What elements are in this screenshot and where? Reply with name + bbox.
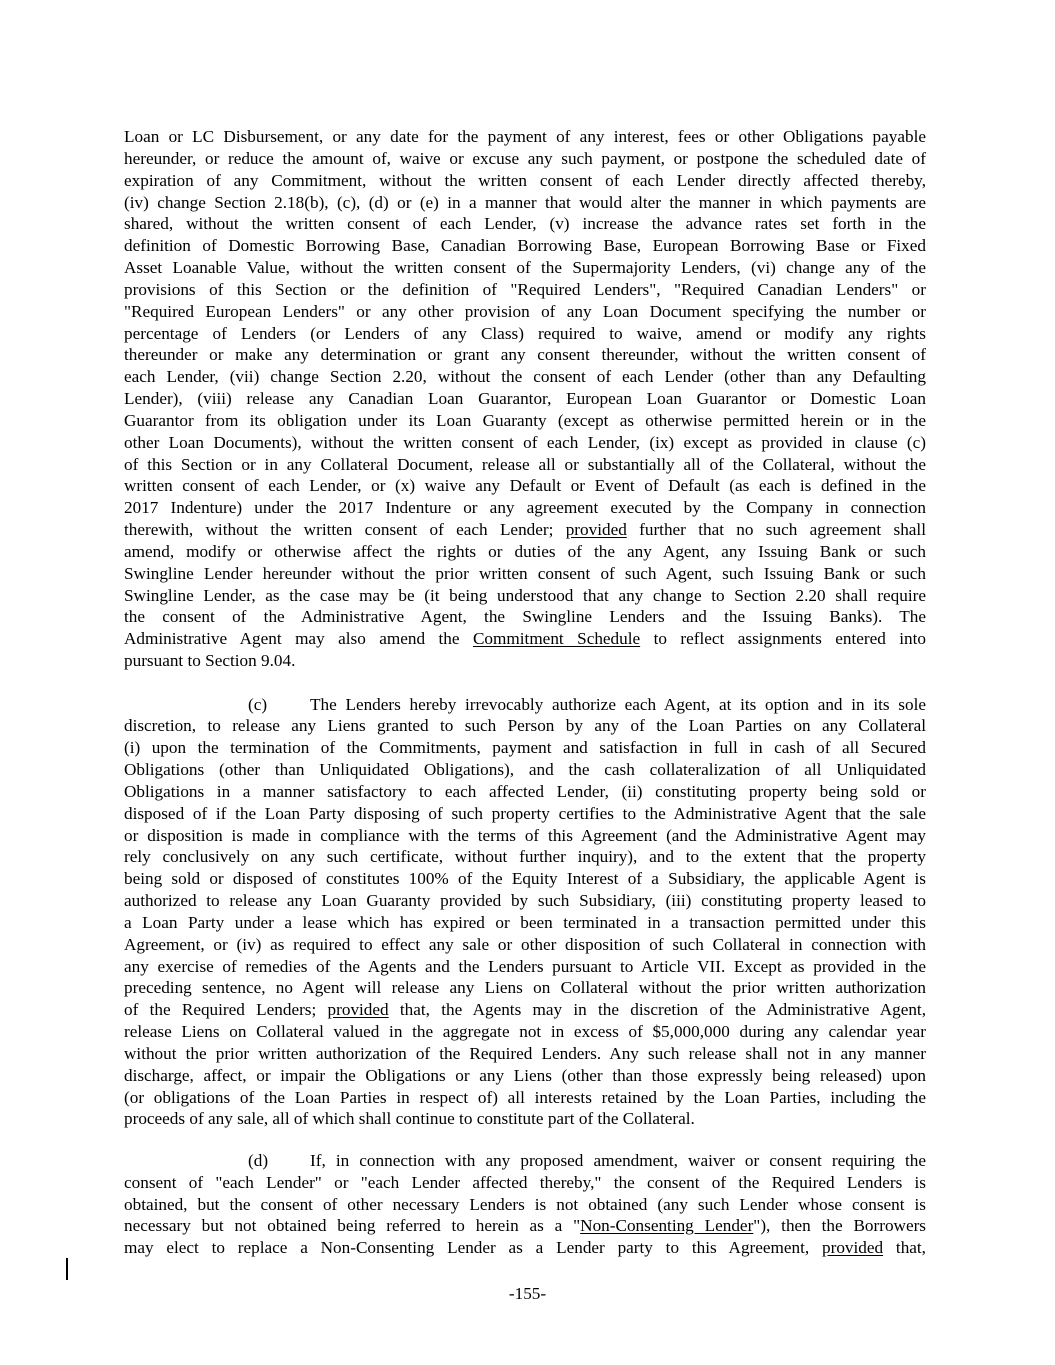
text-line: each Lender, (vii) change Section 2.20, without the consent of each Lender (other than any Defaulting — [124, 367, 926, 386]
text-run: of the Required Lenders; — [124, 1000, 328, 1019]
text-line: rely conclusively on any such certificate, without further inquiry), and to the extent that the property — [124, 847, 926, 866]
text-line: expiration of any Commitment, without the written consent of each Lender directly affected thereby, — [124, 171, 926, 190]
text-line: Swingline Lender, as the case may be (it being understood that any change to Section 2.20 shall require — [124, 586, 926, 605]
text-line: Lender), (viii) release any Canadian Loan Guarantor, European Loan Guarantor or Domestic Loan — [124, 389, 926, 408]
text-line — [124, 628, 926, 650]
underlined-term: Non-Consenting Lender — [580, 1216, 754, 1235]
text-line: being sold or disposed of constitutes 100% of the Equity Interest of a Subsidiary, the applicable Agent is — [124, 869, 926, 888]
text-line: percentage of Lenders (or Lenders of any Class) required to waive, amend or modify any rights — [124, 324, 926, 343]
text-run: may elect to replace a Non-Consenting Lender as a Lender party to this Agreement, — [124, 1238, 822, 1257]
text-line: Guarantor from its obligation under its Loan Guaranty (except as otherwise permitted herein or in the — [124, 411, 926, 430]
clause-label-d: (d) — [248, 1151, 269, 1170]
text-line: "Required European Lenders" or any other provision of any Loan Document specifying the number or — [124, 302, 926, 321]
text-line: discharge, affect, or impair the Obligations or any Liens (other than those expressly being released) upon — [124, 1066, 926, 1085]
text-line: the consent of the Administrative Agent, the Swingline Lenders and the Issuing Banks). The — [124, 607, 926, 626]
text-run: Administrative Agent may also amend the — [124, 629, 473, 648]
underlined-term: provided — [327, 1000, 389, 1019]
text-line: 2017 Indenture) under the 2017 Indenture or any agreement executed by the Company in connection — [124, 498, 926, 517]
paragraph-c-first-line — [248, 694, 926, 716]
text-run: therewith, without the written consent of each Lender; — [124, 520, 566, 539]
text-line: Swingline Lender hereunder without the prior written consent of such Agent, such Issuing Bank or such — [124, 564, 926, 583]
text-line: (i) upon the termination of the Commitments, payment and satisfaction in full in cash of all Secured — [124, 738, 926, 757]
text-line — [124, 1237, 926, 1259]
text-line: any exercise of remedies of the Agents and the Lenders pursuant to Article VII. Except as provided in the — [124, 957, 926, 976]
text-line: or disposition is made in compliance with the terms of this Agreement (and the Administrative Agent may — [124, 826, 926, 845]
text-line: consent of "each Lender" or "each Lender affected thereby," the consent of the Required Lenders is — [124, 1173, 926, 1192]
text-line: disposed of if the Loan Party disposing of such property certifies to the Administrative Agent that the sale — [124, 804, 926, 823]
text-line: release Liens on Collateral valued in the aggregate not in excess of $5,000,000 during any calendar year — [124, 1022, 926, 1041]
text-line: preceding sentence, no Agent will release any Liens on Collateral without the prior written authorization — [124, 978, 926, 997]
text-line: Obligations (other than Unliquidated Obligations), and the cash collateralization of all Unliquidated — [124, 760, 926, 779]
text-line: Loan or LC Disbursement, or any date for the payment of any interest, fees or other Obligations payable — [124, 127, 926, 146]
page-number: -155- — [508, 1284, 547, 1303]
text-run: The Lenders hereby irrevocably authorize each Agent, at its option and in its sole — [310, 695, 926, 714]
text-line: Agreement, or (iv) as required to effect any sale or other disposition of such Collateral in connection with — [124, 935, 926, 954]
text-line — [124, 519, 926, 541]
text-line: of this Section or in any Collateral Document, release all or substantially all of the Collateral, without the — [124, 455, 926, 474]
underlined-term: provided — [822, 1238, 884, 1257]
text-run: that, — [883, 1238, 926, 1257]
text-line: discretion, to release any Liens granted to such Person by any of the Loan Parties on any Collateral — [124, 716, 926, 735]
text-line: definition of Domestic Borrowing Base, Canadian Borrowing Base, European Borrowing Base or Fixed — [124, 236, 926, 255]
text-line: pursuant to Section 9.04. — [124, 651, 296, 670]
text-line: proceeds of any sale, all of which shall continue to constitute part of the Collateral. — [124, 1109, 695, 1128]
text-line — [124, 1215, 926, 1237]
text-line: without the prior written authorization of the Required Lenders. Any such release shall not in any manner — [124, 1044, 926, 1063]
text-line — [124, 999, 926, 1021]
text-line: (iv) change Section 2.18(b), (c), (d) or (e) in a manner that would alter the manner in which payments are — [124, 193, 926, 212]
underlined-term: provided — [565, 520, 627, 539]
text-line: amend, modify or otherwise affect the rights or duties of the any Agent, any Issuing Bank or such — [124, 542, 926, 561]
text-line: Obligations in a manner satisfactory to each affected Lender, (ii) constituting property being sold or — [124, 782, 926, 801]
text-run: to reflect assignments entered into — [640, 629, 926, 648]
text-run: "), then the Borrowers — [753, 1216, 926, 1235]
text-line: thereunder or make any determination or grant any consent thereunder, without the written consent of — [124, 345, 926, 364]
text-line: provisions of this Section or the definition of "Required Lenders", "Required Canadian Lenders" or — [124, 280, 926, 299]
clause-label-c: (c) — [248, 695, 268, 714]
text-run: further that no such agreement shall — [626, 520, 926, 539]
text-run: that, the Agents may in the discretion of the Administrative Agent, — [388, 1000, 926, 1019]
text-line: Asset Loanable Value, without the written consent of the Supermajority Lenders, (vi) change any of the — [124, 258, 926, 277]
paragraph-d-first-line — [248, 1150, 926, 1172]
text-line: shared, without the written consent of each Lender, (v) increase the advance rates set forth in the — [124, 214, 926, 233]
text-line: authorized to release any Loan Guaranty provided by such Subsidiary, (iii) constituting property leased to — [124, 891, 926, 910]
text-line: hereunder, or reduce the amount of, waive or excuse any such payment, or postpone the scheduled date of — [124, 149, 926, 168]
text-line: obtained, but the consent of other necessary Lenders is not obtained (any such Lender whose consent is — [124, 1195, 926, 1214]
text-line: written consent of each Lender, or (x) waive any Default or Event of Default (as each is defined in the — [124, 476, 926, 495]
text-run: necessary but not obtained being referred to herein as a " — [124, 1216, 581, 1235]
text-line: other Loan Documents), without the written consent of each Lender, (ix) except as provided in clause (c) — [124, 433, 926, 452]
text-run: If, in connection with any proposed amendment, waiver or consent requiring the — [310, 1151, 926, 1170]
underlined-term: Commitment Schedule — [472, 629, 641, 648]
revision-change-bar — [66, 1258, 68, 1280]
text-line: (or obligations of the Loan Parties in respect of) all interests retained by the Loan Parties, including the — [124, 1088, 926, 1107]
text-line: a Loan Party under a lease which has expired or been terminated in a transaction permitted under this — [124, 913, 926, 932]
